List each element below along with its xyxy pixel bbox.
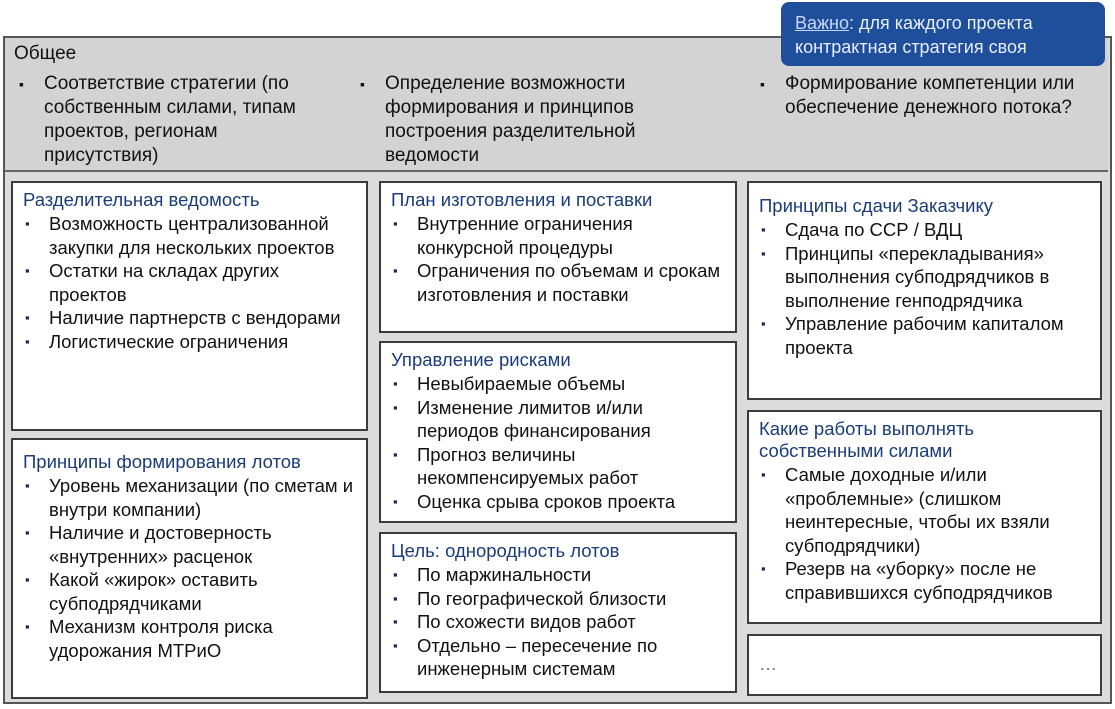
list-item: ▪ Логистические ограничения (23, 330, 356, 354)
list-item: ▪ Управление рабочим капиталом проекта (759, 312, 1090, 359)
important-note-text: : для каждого проекта контрактная стратегия своя (795, 13, 1033, 57)
list-item: ▪ Какой «жирок» оставить субподрядчиками (23, 568, 356, 615)
general-column-1 (17, 72, 337, 168)
list-item: ▪ Оценка срыва сроков проекта (391, 490, 725, 514)
general-item: ▪ Определение возможности формирования и принципов построения разделительной ведомости (358, 72, 688, 168)
list-item: ▪ По маржинальности (391, 563, 725, 587)
risks-list (391, 372, 725, 513)
list-item: ▪ Наличие и достоверность «внутренних» расценок (23, 521, 356, 568)
lots-list (23, 474, 356, 662)
own-works-list (759, 463, 1090, 604)
general-column-3 (758, 72, 1078, 120)
division-box (11, 181, 368, 431)
division-title: Разделительная ведомость (23, 189, 260, 210)
list-item: ▪ Ограничения по объемам и срокам изготовления и поставки (391, 259, 725, 306)
list-item: ▪ Сдача по ССР / ВДЦ (759, 218, 1090, 242)
lots-title: Принципы формирования лотов (23, 451, 301, 472)
list-item: ▪ По географической близости (391, 587, 725, 611)
production-list (391, 212, 725, 306)
own-works-title: Какие работы выполнять собственными силами (759, 418, 975, 461)
list-item: ▪ Отдельно – пересечение по инженерным системам (391, 634, 725, 681)
list-item: ▪ Принципы «перекладывания» выполнения субподрядчиков в выполнение генподрядчика (759, 242, 1090, 313)
list-item: ▪ Возможность централизованной закупки для нескольких проектов (23, 212, 356, 259)
important-note-label: Важно (795, 13, 850, 33)
list-item: ▪ Прогноз величины некомпенсируемых работ (391, 443, 725, 490)
lots-box (11, 438, 368, 699)
handover-list (759, 218, 1090, 359)
list-item: ▪ По схожести видов работ (391, 610, 725, 634)
uniformity-title: Цель: однородность лотов (391, 540, 620, 561)
general-item: ▪ Формирование компетенции или обеспечение денежного потока? (758, 72, 1078, 120)
general-title: Общее (14, 43, 77, 64)
general-column-2 (358, 72, 688, 168)
production-title: План изготовления и поставки (391, 189, 653, 210)
list-item: ▪ Механизм контроля риска удорожания МТРиО (23, 615, 356, 662)
uniformity-box (379, 532, 737, 693)
handover-title: Принципы сдачи Заказчику (759, 195, 993, 216)
division-list (23, 212, 356, 353)
list-item: ▪ Самые доходные и/или «проблемные» (слишком неинтересные, чтобы их взяли субподрядчики) (759, 463, 1090, 557)
own-works-box (747, 410, 1102, 624)
risks-title: Управление рисками (391, 349, 571, 370)
uniformity-list (391, 563, 725, 681)
production-box (379, 181, 737, 333)
general-item: ▪ Соответствие стратегии (по собственным силами, типам проектов, регионам присутствия) (17, 72, 337, 168)
list-item: ▪ Изменение лимитов и/или периодов финансирования (391, 396, 725, 443)
list-item: ▪ Остатки на складах других проектов (23, 259, 356, 306)
list-item: ▪ Резерв на «уборку» после не справившихся субподрядчиков (759, 557, 1090, 604)
more-box (747, 634, 1102, 696)
handover-box (747, 181, 1102, 400)
list-item: ▪ Уровень механизации (по сметам и внутри компании) (23, 474, 356, 521)
list-item: ▪ Невыбираемые объемы (391, 372, 725, 396)
risks-box (379, 341, 737, 523)
list-item: ▪ Внутренние ограничения конкурсной процедуры (391, 212, 725, 259)
list-item: ▪ Наличие партнерств с вендорами (23, 306, 356, 330)
important-note (781, 2, 1105, 66)
ellipsis-text: … (759, 654, 777, 674)
